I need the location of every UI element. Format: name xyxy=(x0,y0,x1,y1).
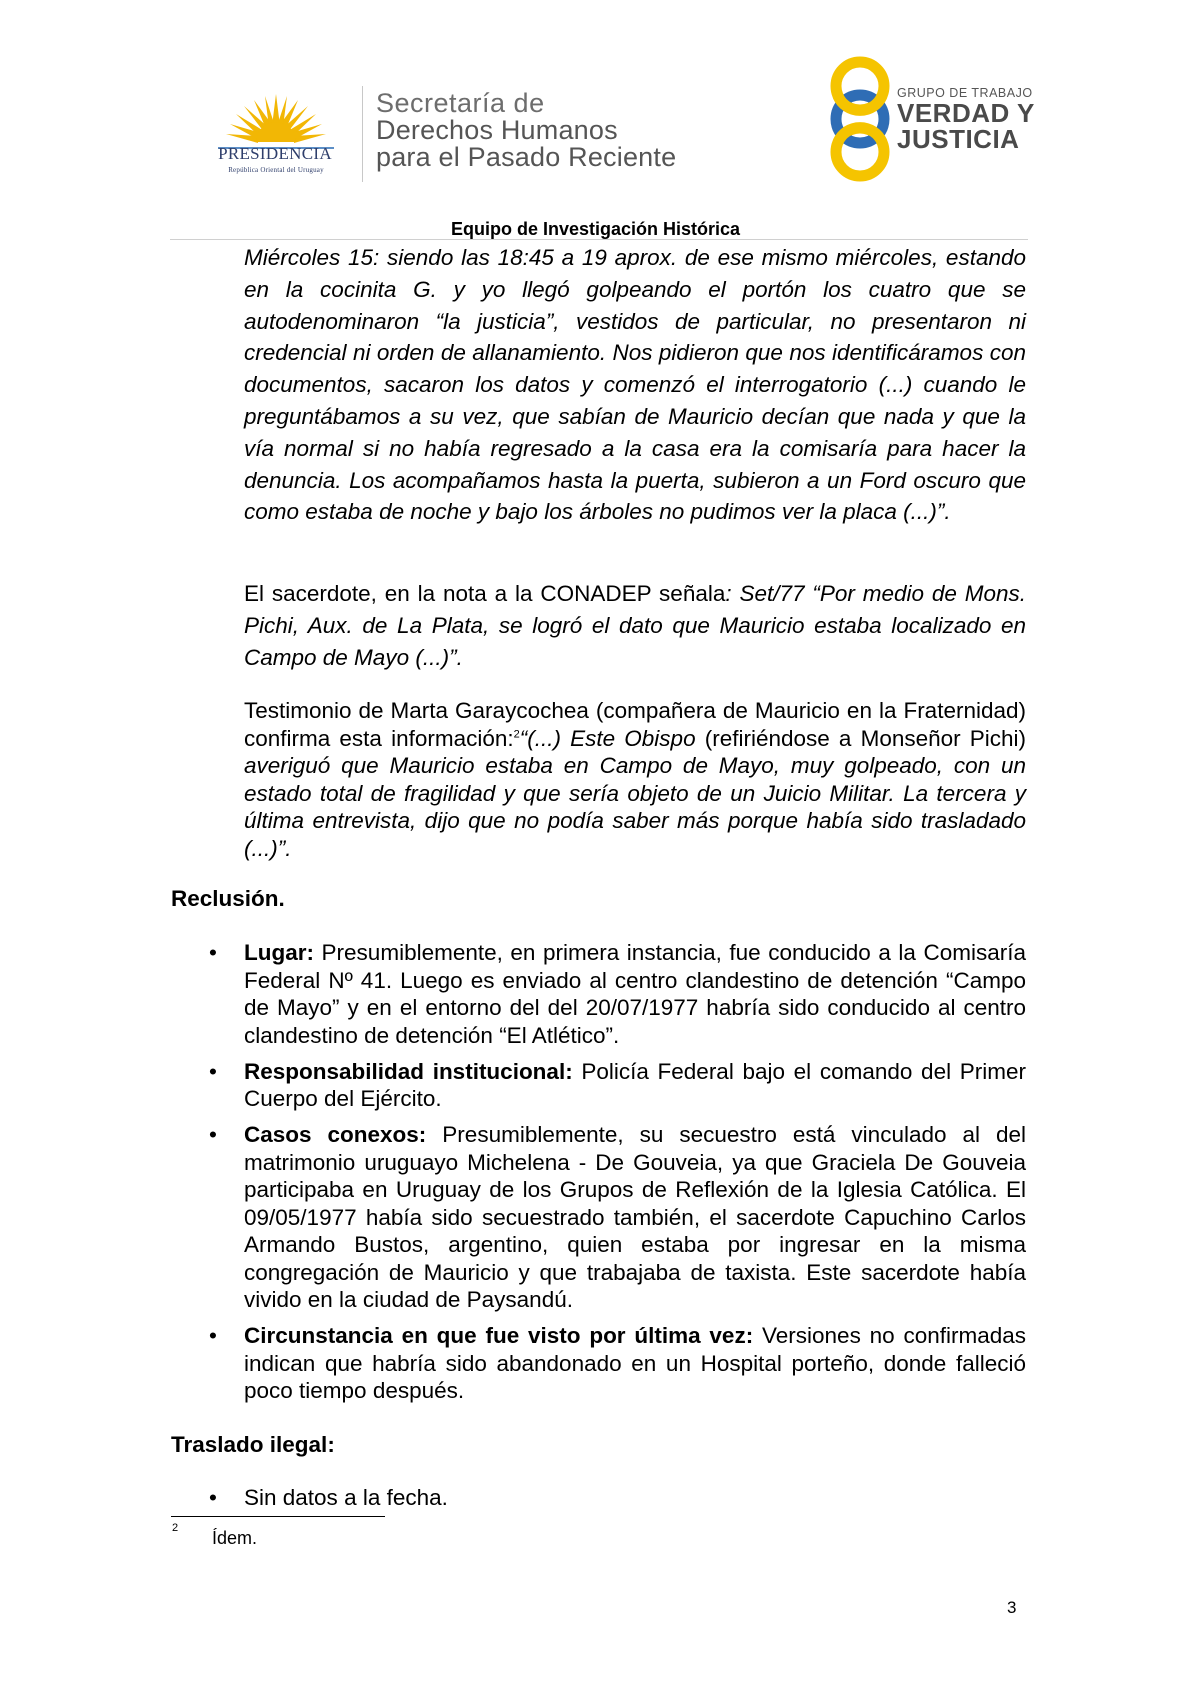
bullet-icon: • xyxy=(209,1122,217,1147)
quote-3-c: (refiriéndose a Monseñor Pichi) xyxy=(695,725,1027,751)
list-item-label: Casos conexos: xyxy=(244,1122,427,1147)
secretaria-title xyxy=(376,90,676,171)
list-item-text: Presumiblemente, en primera instancia, fue conducido a la Comisaría Federal Nº 41. Luego es enviado al centro clandestino de detención “Campo de Mayo” y en el entorno del del 20/07/1977 habría sido conducido al centro clandestino de detención “El Atlético”. xyxy=(244,940,1026,1048)
list-item-label: Responsabilidad institucional: xyxy=(244,1058,573,1084)
team-title: Equipo de Investigación Histórica xyxy=(450,219,741,239)
list-item-label: Lugar: xyxy=(244,940,314,965)
quote-1-text: Miércoles 15: siendo las 18:45 a 19 aprox. de ese mismo miércoles, estando en la cocinita G. y yo llegó golpeando el portón los cuatro que se autodenominaron “la justicia”, vestidos de particular, no presentaron ni credencial ni orden de allanamiento. Nos pidieron que nos identificáramos con documentos, sacaron los datos y comenzó el interrogatorio (...) cuando le preguntábamos a su vez, que sabían de Mauricio decían que nada y que la vía normal si no había regresado a la casa era la comisaría para hacer la denuncia. Los acompañamos hasta la puerta, subieron a un Ford oscuro que como estaba de noche y bajo los árboles no pudimos ver la placa (...)”. xyxy=(244,245,1026,525)
quote-2-italic: : Set/77 “Por medio de Mons. Pichi, Aux. de La Plata, se logró el dato que Mauricio estaba localizado en Campo de Mayo (...)”. xyxy=(244,581,1026,670)
quote-paragraph-2 xyxy=(244,578,1026,673)
footnote-text: Ídem. xyxy=(212,1528,258,1548)
quote-paragraph-1 xyxy=(244,242,1026,528)
heading-reclusion: Reclusión. xyxy=(171,886,285,911)
heading-traslado: Traslado ilegal: xyxy=(171,1432,335,1457)
quote-3-a: Testimonio de Marta Garaycochea (compañera de Mauricio en la Fraternidad) confirma esta información: xyxy=(244,698,1026,751)
secretaria-line-3: para el Pasado Reciente xyxy=(376,142,677,172)
secretaria-line-2: Derechos Humanos xyxy=(376,115,618,145)
traslado-list xyxy=(209,1484,1026,1520)
bullet-icon: • xyxy=(209,1485,217,1510)
list-item xyxy=(209,1484,1026,1512)
reclusion-list xyxy=(209,939,1027,1413)
header-divider xyxy=(362,86,363,182)
bullet-icon: • xyxy=(209,1058,217,1084)
list-item-text: Policía Federal bajo el comando del Primer Cuerpo del Ejército. xyxy=(244,1058,1026,1111)
list-item-text: Sin datos a la fecha. xyxy=(244,1485,448,1510)
list-item-label: Circunstancia en que fue visto por última vez: xyxy=(244,1323,754,1348)
verdad-justicia-rings-logo xyxy=(820,56,900,182)
list-item-text: Presumiblemente, su secuestro está vinculado al del matrimonio uruguayo Michelena - De Gouveia, ya que Graciela De Gouveia participaba en Uruguay de los Grupos de Reflexión de la Iglesia Católica. El 09/05/1977 había sido secuestrado también, el sacerdote Capuchino Carlos Armando Bustos, argentino, quien estaba por ingresar en la misma congregación de Mauricio y que trabajaba de taxista. Este sacerdote había vivido en la ciudad de Paysandú. xyxy=(244,1122,1027,1312)
footnote-number: 2 xyxy=(172,1522,179,1534)
quote-2-normal: El sacerdote, en la nota a la CONADEP señala xyxy=(244,581,726,606)
quote-paragraph-3 xyxy=(244,697,1026,862)
quote-3-b: “(...) Este Obispo xyxy=(519,725,696,751)
page-number: 3 xyxy=(1007,1598,1017,1617)
list-item xyxy=(209,939,1026,1049)
gtvj-line-2: VERDAD Y xyxy=(897,98,1035,128)
header-rule xyxy=(170,239,1028,240)
list-item xyxy=(209,1121,1027,1314)
bullet-icon: • xyxy=(209,940,217,965)
list-item xyxy=(209,1058,1026,1113)
footnote-rule xyxy=(171,1516,385,1517)
secretaria-line-1: Secretaría de xyxy=(376,88,545,118)
list-item xyxy=(209,1322,1026,1405)
verdad-justicia-wordmark xyxy=(897,86,1035,152)
presidencia-wordmark: PRESIDENCIA xyxy=(218,144,332,163)
gtvj-line-3: JUSTICIA xyxy=(897,124,1020,154)
quote-3-d: averiguó que Mauricio estaba en Campo de Mayo, muy golpeado, con un estado total de fragilidad y que sería objeto de un Juicio Militar. La tercera y última entrevista, dijo que no podía saber más porque había sido trasladado (...)”. xyxy=(244,753,1026,861)
list-item-text: Versiones no confirmadas indican que habría sido abandonado en un Hospital porteño, donde falleció poco tiempo después. xyxy=(244,1323,1026,1403)
footnote-ref: 2 xyxy=(513,728,520,740)
gtvj-line-1: GRUPO DE TRABAJO xyxy=(897,86,1033,100)
bullet-icon: • xyxy=(209,1323,217,1348)
presidencia-subtitle: República Oriental del Uruguay xyxy=(228,166,324,174)
